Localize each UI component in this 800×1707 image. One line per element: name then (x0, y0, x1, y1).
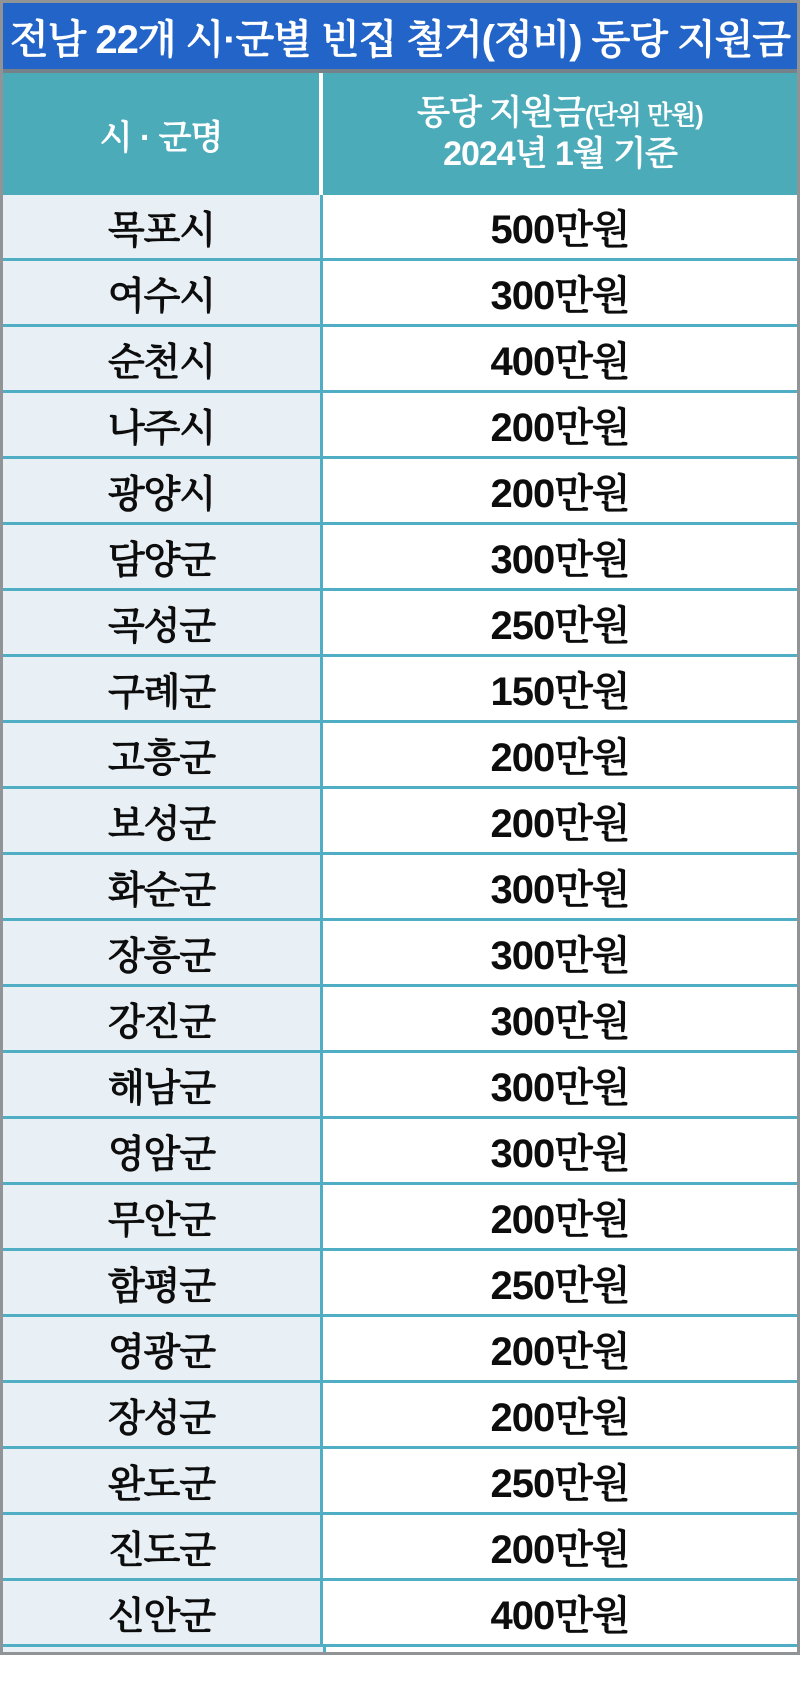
table-row (3, 987, 797, 1053)
region-name-cell: 곡성군 (3, 591, 323, 654)
table-row (3, 591, 797, 657)
region-name-cell: 신안군 (3, 1581, 323, 1644)
amount-header-line1 (417, 93, 703, 134)
table-body (3, 195, 797, 1652)
amount-cell: 200만원 (323, 459, 797, 522)
table-row (3, 1185, 797, 1251)
table-row (3, 1053, 797, 1119)
amount-cell: 300만원 (323, 921, 797, 984)
region-name-cell: 담양군 (3, 525, 323, 588)
region-name-cell: 영암군 (3, 1119, 323, 1182)
region-name-cell: 고흥군 (3, 723, 323, 786)
table-row (3, 459, 797, 525)
amount-cell: 250만원 (323, 1251, 797, 1314)
region-name-cell: 구례군 (3, 657, 323, 720)
amount-cell: 300만원 (323, 1119, 797, 1182)
amount-cell: 400만원 (323, 1581, 797, 1644)
table-row (3, 327, 797, 393)
amount-header-unit: (단위 만원) (584, 99, 703, 130)
page-title: 전남 22개 시·군별 빈집 철거(정비) 동당 지원금 (3, 3, 797, 73)
amount-cell: 300만원 (323, 1053, 797, 1116)
table-row (3, 1251, 797, 1317)
table-row (3, 1581, 797, 1647)
amount-cell: 300만원 (323, 525, 797, 588)
region-name-cell: 장흥군 (3, 921, 323, 984)
amount-cell: 200만원 (323, 789, 797, 852)
region-name-cell: 무안군 (3, 1185, 323, 1248)
table-row (3, 1119, 797, 1185)
amount-header-main: 동당 지원금 (417, 93, 585, 132)
region-name-cell: 보성군 (3, 789, 323, 852)
table-row (3, 1515, 797, 1581)
table-row (3, 525, 797, 591)
amount-cell: 250만원 (323, 1449, 797, 1512)
amount-cell: 200만원 (323, 393, 797, 456)
region-name-cell: 화순군 (3, 855, 323, 918)
region-name-cell: 목포시 (3, 195, 323, 258)
amount-cell: 200만원 (323, 723, 797, 786)
region-name-cell: 해남군 (3, 1053, 323, 1116)
amount-cell: 200만원 (323, 1515, 797, 1578)
amount-cell: 400만원 (323, 327, 797, 390)
table-row (3, 789, 797, 855)
amount-header-date: 2024년 1월 기준 (443, 135, 677, 173)
region-name-cell: 여수시 (3, 261, 323, 324)
table-row (3, 855, 797, 921)
amount-cell: 500만원 (323, 195, 797, 258)
amount-cell: 200만원 (323, 1185, 797, 1248)
amount-cell: 200만원 (323, 1383, 797, 1446)
region-name-cell: 함평군 (3, 1251, 323, 1314)
table-row (3, 921, 797, 987)
region-name-cell: 완도군 (3, 1449, 323, 1512)
amount-cell: 300만원 (323, 987, 797, 1050)
table-row (3, 657, 797, 723)
table-row (3, 1317, 797, 1383)
amount-cell: 300만원 (323, 261, 797, 324)
region-name-cell: 장성군 (3, 1383, 323, 1446)
region-name-cell: 나주시 (3, 393, 323, 456)
amount-cell: 300만원 (323, 855, 797, 918)
table-row (3, 1449, 797, 1515)
column-header-region: 시 · 군명 (3, 73, 323, 195)
region-name-cell: 순천시 (3, 327, 323, 390)
table-row (3, 393, 797, 459)
table-row (3, 195, 797, 261)
table-row (3, 1383, 797, 1449)
table-row (3, 261, 797, 327)
amount-cell: 250만원 (323, 591, 797, 654)
column-header-amount (323, 73, 797, 195)
region-name-cell: 진도군 (3, 1515, 323, 1578)
table-row (3, 723, 797, 789)
region-name-cell: 강진군 (3, 987, 323, 1050)
amount-cell: 200만원 (323, 1317, 797, 1380)
amount-cell: 150만원 (323, 657, 797, 720)
region-name-cell: 영광군 (3, 1317, 323, 1380)
region-name-cell: 광양시 (3, 459, 323, 522)
table-header (3, 73, 797, 195)
